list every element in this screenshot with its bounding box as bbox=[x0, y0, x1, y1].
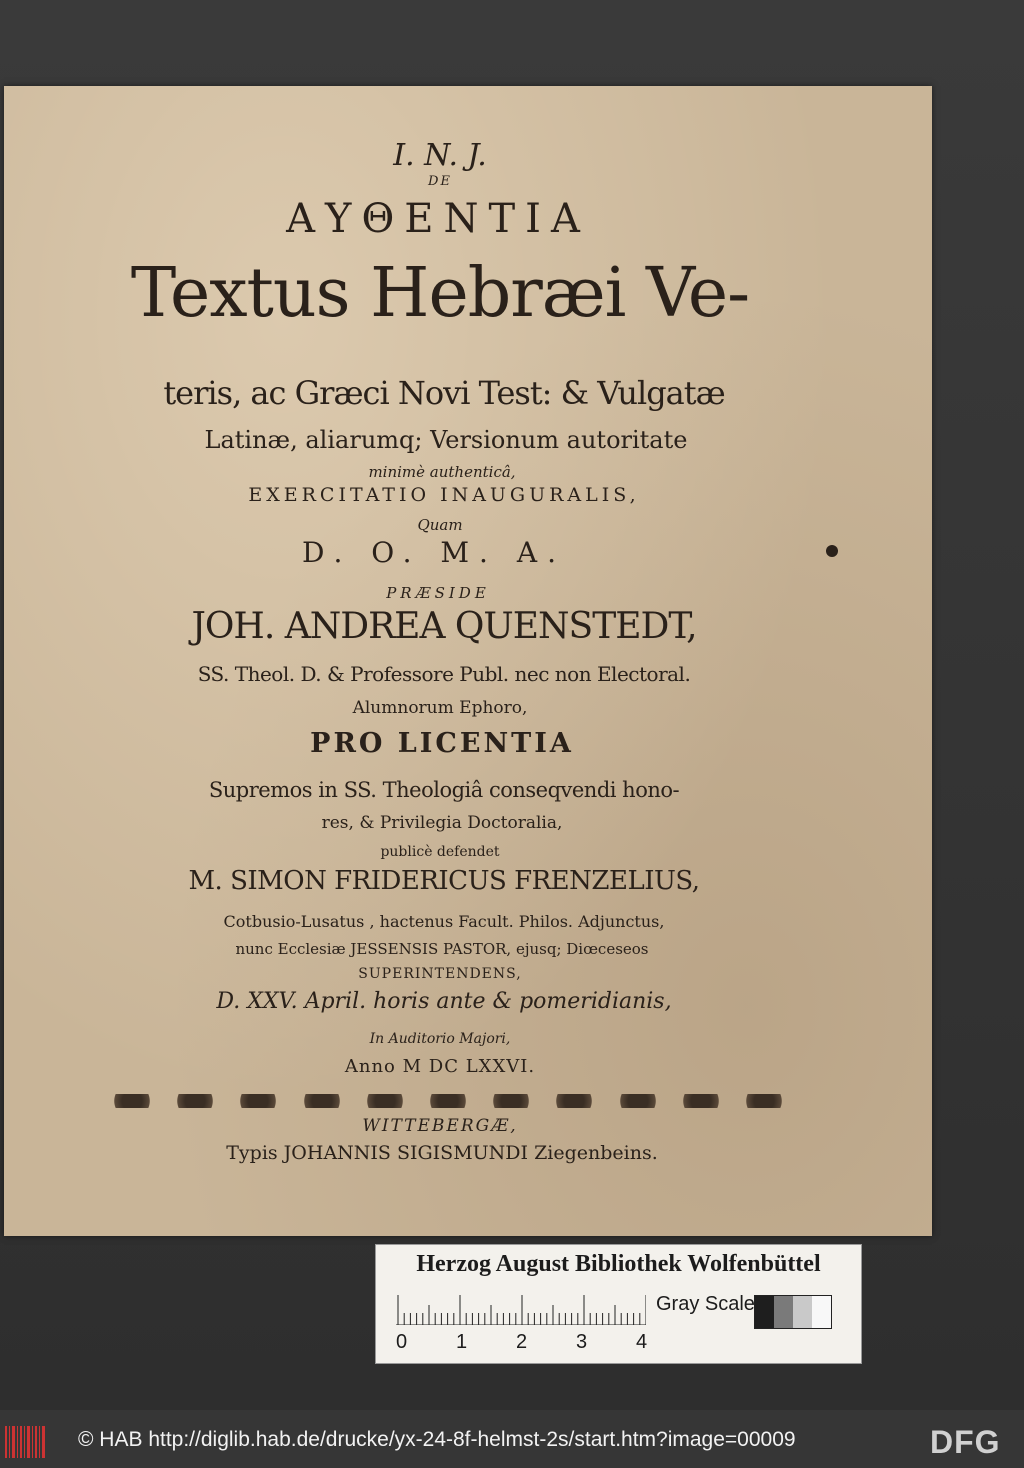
title-line-cotbusio: Cotbusio-Lusatus , hactenus Facult. Philos. Adjunctus, bbox=[223, 912, 665, 931]
title-line-alumnorum: Alumnorum Ephoro, bbox=[352, 698, 528, 718]
barcode-icon bbox=[4, 1422, 48, 1462]
title-line-injunctio: I. N. J. bbox=[393, 138, 487, 173]
printers-ornament bbox=[108, 1090, 788, 1112]
gray-swatch bbox=[755, 1296, 774, 1328]
library-name: Herzog August Bibliothek Wolfenbüttel bbox=[416, 1251, 821, 1277]
title-line-quenstedt: JOH. ANDREA QUENSTEDT, bbox=[191, 606, 697, 647]
ruler-number: 4 bbox=[636, 1331, 648, 1353]
ruler-number: 1 bbox=[456, 1331, 468, 1353]
title-line-witteberg: WITTEBERGÆ, bbox=[362, 1116, 518, 1136]
title-line-supremos: Supremos in SS. Theologiâ conseqvendi hono- bbox=[208, 778, 680, 802]
title-line-exercitatio: EXERCITATIO INAUGURALIS, bbox=[248, 484, 640, 506]
margin-dot bbox=[826, 545, 838, 557]
title-line-doma: D. O. M. A. bbox=[302, 536, 566, 569]
ruler-number: 2 bbox=[516, 1331, 528, 1353]
title-line-ecclesiae: nunc Ecclesiæ JESSENSIS PASTOR, ejusq; Diœceseos bbox=[235, 940, 649, 958]
title-line-privilegia: res, & Privilegia Doctoralia, bbox=[321, 813, 563, 833]
copyright-link[interactable]: © HAB http://diglib.hab.de/drucke/yx-24-8f-helmst-2s/start.htm?image=00009 bbox=[78, 1428, 796, 1451]
title-page bbox=[4, 86, 932, 1236]
title-line-minime: minimè authenticâ, bbox=[368, 463, 516, 481]
title-line-auditorio: In Auditorio Majori, bbox=[369, 1031, 511, 1047]
ruler-number: 3 bbox=[576, 1331, 588, 1353]
title-line-typis: Typis JOHANNIS SIGISMUNDI Ziegenbeins. bbox=[226, 1142, 658, 1164]
title-line-date: D. XXV. April. horis ante & pomeridianis, bbox=[216, 989, 672, 1014]
title-line-authentia: ΑΥΘΕΝΤΙΑ bbox=[286, 196, 590, 242]
ruler-numbers bbox=[390, 1331, 650, 1355]
title-line-superintendens: SUPERINTENDENS, bbox=[358, 966, 522, 982]
gray-swatch bbox=[774, 1296, 793, 1328]
title-line-frenzelius: M. SIMON FRIDERICUS FRENZELIUS, bbox=[188, 866, 700, 896]
color-calibration-bar bbox=[375, 1244, 862, 1364]
title-line-latinae: Latinæ, aliarumq; Versionum autoritate bbox=[204, 426, 688, 454]
title-line-quam: Quam bbox=[417, 516, 463, 534]
title-line-de: DE bbox=[428, 174, 452, 189]
gray-scale-swatches bbox=[754, 1295, 832, 1329]
title-line-pro-licentia: PRO LICENTIA bbox=[310, 728, 574, 759]
gray-swatch bbox=[793, 1296, 812, 1328]
gray-swatch bbox=[812, 1296, 831, 1328]
title-line-anno: Anno M DC LXXVI. bbox=[344, 1056, 536, 1077]
title-line-defendet: publicè defendet bbox=[380, 844, 500, 860]
title-line-teris: teris, ac Græci Novi Test: & Vulgatæ bbox=[163, 374, 725, 412]
title-line-textus: Textus Hebræi Ve- bbox=[130, 254, 750, 333]
dfg-logo: DFG bbox=[930, 1424, 1001, 1460]
viewer-footer bbox=[0, 1420, 1024, 1468]
measurement-ruler bbox=[396, 1295, 646, 1325]
gray-scale-label: Gray Scale bbox=[656, 1293, 755, 1315]
ruler-number: 0 bbox=[396, 1331, 408, 1353]
title-line-theol: SS. Theol. D. & Professore Publ. nec non Electoral. bbox=[197, 662, 691, 686]
title-line-praeside: PRÆSIDE bbox=[386, 584, 490, 602]
